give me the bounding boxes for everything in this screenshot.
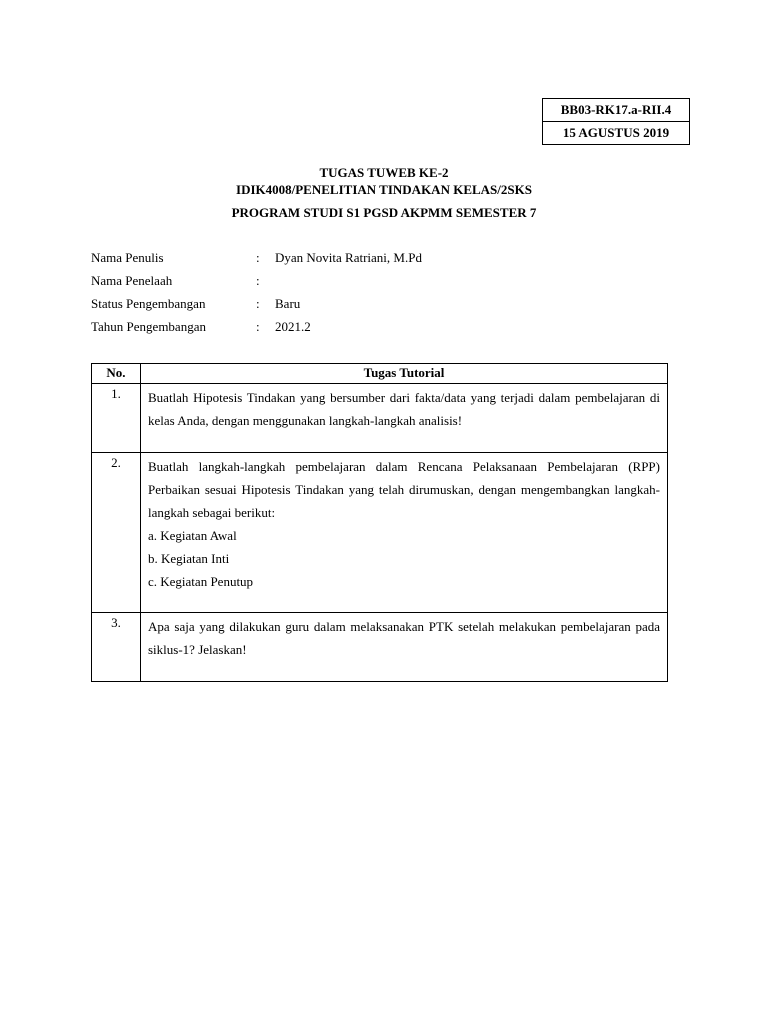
- table-row: [92, 384, 668, 453]
- header-no: No.: [92, 364, 141, 384]
- info-value: Dyan Novita Ratriani, M.Pd: [275, 250, 422, 265]
- row-task-text: Buatlah Hipotesis Tindakan yang bersumber dari fakta/data yang terjadi dalam pembelajaran di kelas Anda, dengan menggunakan langkah-langkah analisis!: [141, 384, 668, 453]
- row-number: 1.: [92, 384, 141, 453]
- info-row-status: [91, 294, 691, 317]
- table-header-row: [92, 364, 668, 384]
- title-line-2: IDIK4008/PENELITIAN TINDAKAN KELAS/2SKS: [236, 182, 532, 197]
- title-line-3: PROGRAM STUDI S1 PGSD AKPMM SEMESTER 7: [231, 205, 537, 220]
- info-colon: :: [256, 319, 260, 334]
- info-colon: :: [256, 273, 260, 288]
- header-task: Tugas Tutorial: [141, 364, 668, 384]
- document-code: BB03-RK17.a-RII.4: [560, 102, 672, 117]
- info-row-author: [91, 248, 691, 271]
- task-step-item: a. Kegiatan Awal: [148, 528, 237, 543]
- row-task-text: Buatlah langkah-langkah pembelajaran dalam Rencana Pelaksanaan Pembelajaran (RPP) Perbaikan sesuai Hipotesis Tindakan yang telah dirumuskan, dengan mengembangkan langkah-langkah sebagai berikut:: [148, 459, 660, 520]
- info-value: Baru: [275, 296, 301, 311]
- info-row-reviewer: [91, 271, 691, 294]
- task-step-item: b. Kegiatan Inti: [148, 551, 230, 566]
- info-value: 2021.2: [275, 319, 311, 334]
- row-task-text: Apa saja yang dilakukan guru dalam melaksanakan PTK setelah melakukan pembelajaran pada siklus-1? Jelaskan!: [141, 613, 668, 682]
- task-step-item: c. Kegiatan Penutup: [148, 574, 254, 589]
- info-label: Nama Penelaah: [91, 273, 173, 288]
- document-date: 15 AGUSTUS 2019: [543, 121, 689, 144]
- info-label: Status Pengembangan: [91, 296, 206, 311]
- info-row-year: [91, 317, 691, 340]
- title-line-1: TUGAS TUWEB KE-2: [319, 165, 449, 180]
- row-number: 3.: [92, 613, 141, 682]
- info-colon: :: [256, 296, 260, 311]
- author-info: [91, 248, 691, 340]
- table-row: [92, 453, 668, 613]
- info-label: Nama Penulis: [91, 250, 164, 265]
- document-code-box: [542, 98, 690, 145]
- row-number: 2.: [92, 453, 141, 613]
- tutorial-task-table: [91, 363, 668, 682]
- row-task-cell: [141, 453, 668, 613]
- table-row: [92, 613, 668, 682]
- info-colon: :: [256, 250, 260, 265]
- info-label: Tahun Pengembangan: [91, 319, 206, 334]
